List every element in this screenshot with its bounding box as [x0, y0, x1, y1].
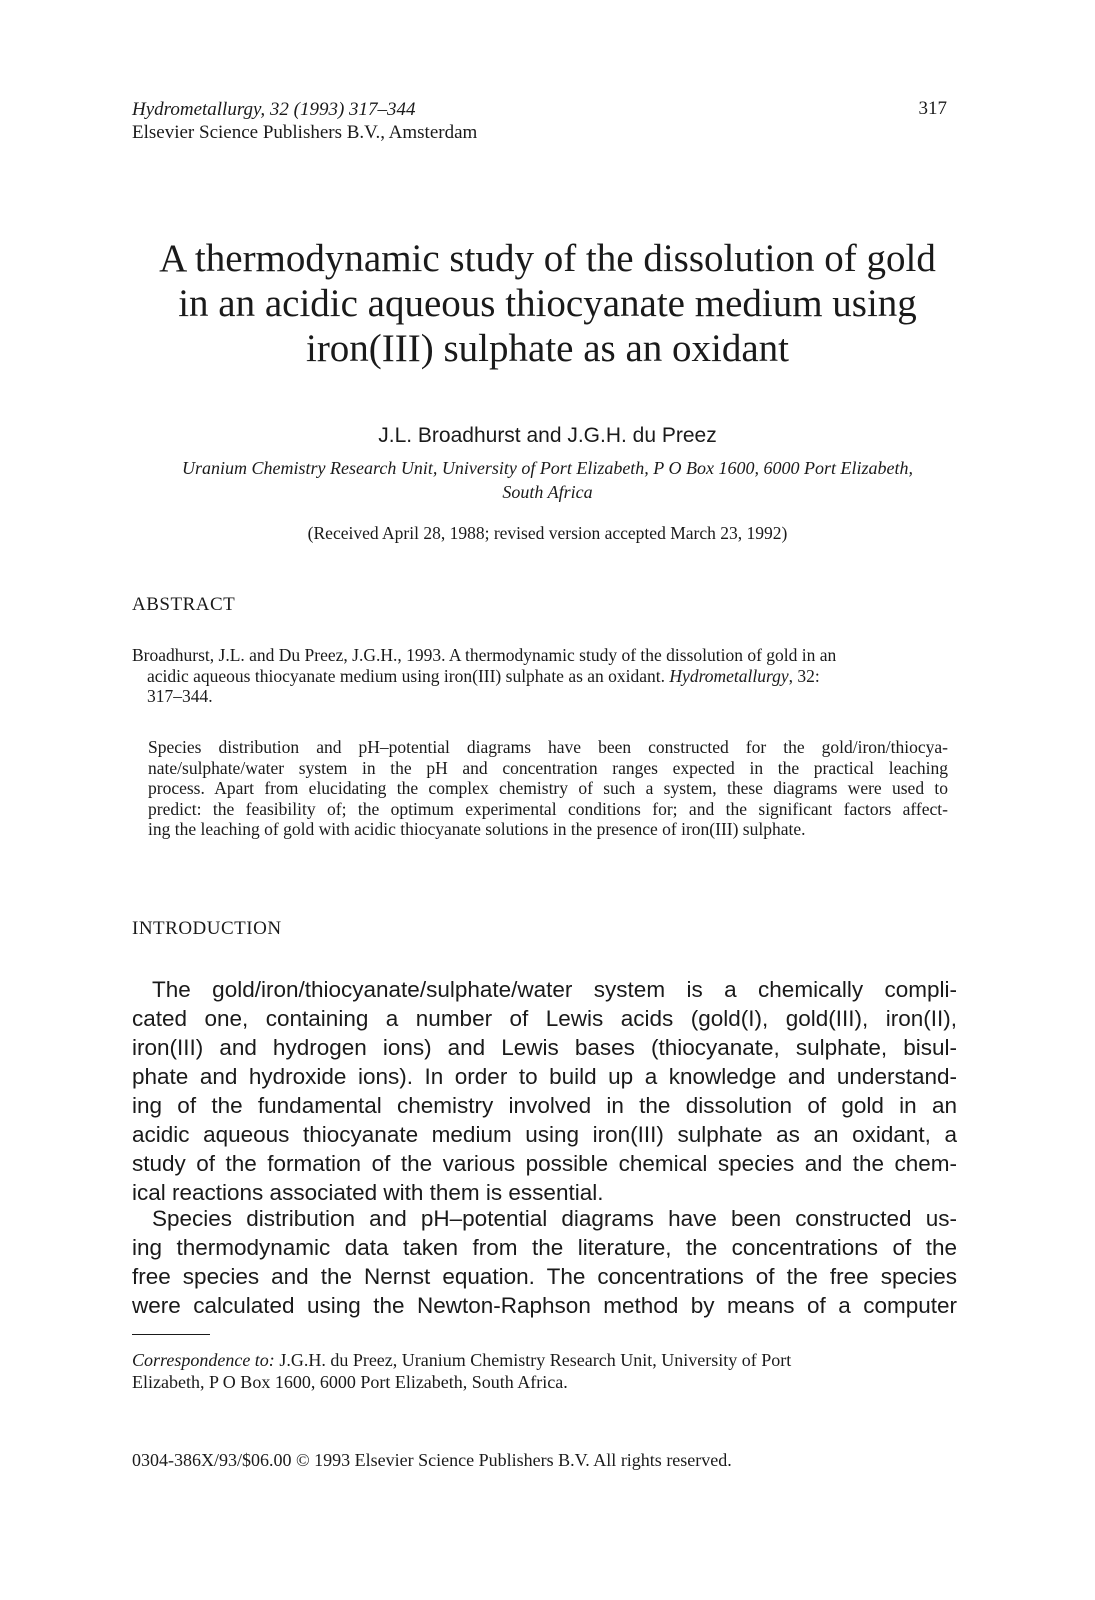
journal-header	[132, 98, 477, 144]
title-line: in an acidic aqueous thiocyanate medium using	[178, 282, 917, 325]
affiliation	[100, 456, 995, 504]
body-line: iron(III) and hydrogen ions) and Lewis bases (thiocyanate, sulphate, bisul-	[132, 1035, 957, 1060]
footnote-label: Correspondence to:	[132, 1350, 275, 1370]
abstract-citation	[132, 645, 957, 707]
introduction-heading: INTRODUCTION	[132, 918, 282, 939]
body-line: free species and the Nernst equation. The concentrations of the free species	[132, 1264, 957, 1289]
title-line: iron(III) sulphate as an oxidant	[305, 327, 789, 370]
paper-title	[60, 236, 1035, 371]
intro-paragraph-2	[132, 1204, 957, 1320]
abstract-line: ing the leaching of gold with acidic thiocyanate solutions in the presence of iron(III) sulphate.	[148, 819, 806, 839]
received-dates: (Received April 28, 1988; revised version accepted March 23, 1992)	[307, 523, 788, 543]
correspondence-footnote	[132, 1349, 957, 1393]
body-line: The gold/iron/thiocyanate/sulphate/water system is a chemically compli-	[152, 977, 957, 1002]
body-line: were calculated using the Newton-Raphson method by means of a computer	[132, 1293, 957, 1318]
footnote-text: J.G.H. du Preez, Uranium Chemistry Research Unit, University of Port	[274, 1350, 792, 1370]
abstract-line: nate/sulphate/water system in the pH and concentration ranges expected in the practical leaching	[148, 757, 948, 778]
publisher-line: Elsevier Science Publishers B.V., Amsterdam	[132, 122, 478, 143]
abstract-heading: ABSTRACT	[132, 594, 236, 615]
body-line: phate and hydroxide ions). In order to build up a knowledge and understand-	[132, 1064, 957, 1089]
copyright-line: 0304-386X/93/$06.00 © 1993 Elsevier Science Publishers B.V. All rights reserved.	[132, 1450, 732, 1470]
title-line: A thermodynamic study of the dissolution of gold	[159, 237, 936, 280]
footnote-line	[132, 1349, 957, 1371]
body-line: ical reactions associated with them is essential.	[132, 1180, 604, 1205]
abstract-line: predict: the feasibility of; the optimum experimental conditions for; and the significant factors affect-	[148, 798, 948, 819]
affiliation-line: South Africa	[502, 482, 593, 502]
footnote-divider	[132, 1334, 210, 1335]
body-line: ing thermodynamic data taken from the literature, the concentrations of the	[132, 1235, 957, 1260]
intro-paragraph-1	[132, 975, 957, 1207]
footnote-line: Elizabeth, P O Box 1600, 6000 Port Elizabeth, South Africa.	[132, 1372, 568, 1392]
abstract-line: Species distribution and pH–potential diagrams have been constructed for the gold/iron/thiocya-	[148, 737, 948, 757]
authors: J.L. Broadhurst and J.G.H. du Preez	[378, 424, 717, 447]
body-line: acidic aqueous thiocyanate medium using iron(III) sulphate as an oxidant, a	[132, 1122, 957, 1147]
citation-line	[132, 666, 957, 687]
body-line: study of the formation of the various possible chemical species and the chem-	[132, 1151, 957, 1176]
body-line: ing of the fundamental chemistry involved in the dissolution of gold in an	[132, 1093, 957, 1118]
affiliation-line: Uranium Chemistry Research Unit, University of Port Elizabeth, P O Box 1600, 6000 Port Elizabeth,	[182, 458, 913, 478]
body-line: Species distribution and pH–potential diagrams have been constructed us-	[152, 1206, 957, 1231]
body-line: cated one, containing a number of Lewis acids (gold(I), gold(III), iron(II),	[132, 1006, 957, 1031]
citation-volume: , 32:	[788, 665, 820, 686]
citation-line: Broadhurst, J.L. and Du Preez, J.G.H., 1993. A thermodynamic study of the dissolution of gold in an	[132, 645, 837, 665]
citation-text: acidic aqueous thiocyanate medium using iron(III) sulphate as an oxidant.	[147, 665, 670, 686]
abstract-body	[148, 737, 948, 840]
page-number: 317	[918, 98, 947, 119]
citation-journal: Hydrometallurgy	[669, 665, 789, 686]
abstract-line: process. Apart from elucidating the complex chemistry of such a system, these diagrams were used to	[148, 778, 948, 798]
citation-line: 317–344.	[147, 686, 213, 706]
journal-citation: Hydrometallurgy, 32 (1993) 317–344	[132, 99, 416, 120]
